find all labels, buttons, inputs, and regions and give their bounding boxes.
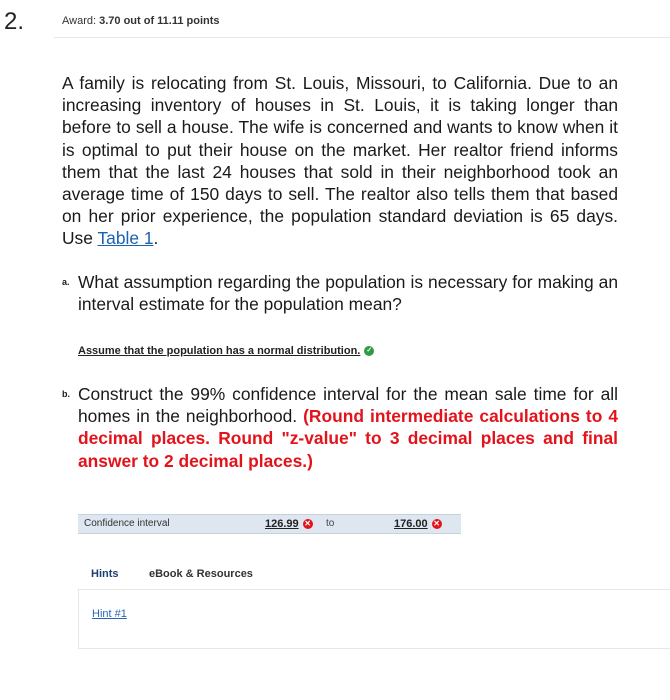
tab-panel-border [78,589,79,649]
question-number: 2. [4,8,25,35]
ci-upper-text: 176.00 [394,518,428,530]
x-icon: ✕ [433,519,440,529]
header-divider [54,37,670,38]
award-line [62,15,220,27]
part-b [62,383,618,472]
ci-to: to [326,518,335,529]
award-prefix: Award: [62,15,97,27]
ci-upper-value[interactable] [394,518,442,530]
intro-end: . [153,228,159,249]
part-b-question [78,383,618,472]
part-a [62,271,618,315]
award-value: 3.70 out of 11.11 points [99,15,220,27]
hint-1-link[interactable]: Hint #1 [92,608,127,620]
question-intro [62,72,618,250]
part-a-question: What assumption regarding the population is necessary for making an interval estimate for the population mean? [78,272,618,315]
x-icon: ✕ [304,519,311,529]
table-1-link[interactable]: Table 1 [97,228,154,249]
part-a-answer [78,345,374,357]
ci-label: Confidence interval [84,518,170,529]
part-a-answer-text: Assume that the population has a normal distribution. [78,345,361,357]
ci-lower-text: 126.99 [265,518,299,530]
ci-lower-value[interactable] [265,518,313,530]
part-b-text: Construct the 99% confidence interval for the mean sale time for all homes in the neighborhood. [78,384,618,427]
tab-hints[interactable]: Hints [91,568,119,580]
tab-ebook-resources[interactable]: eBook & Resources [149,568,253,580]
confidence-interval-row [78,514,461,534]
intro-text: A family is relocating from St. Louis, Missouri, to California. Due to an increasing inventory of houses in St. Louis, it is taking longer than before to sell a house. The wife is concerned and wants to know when it is optimal to put their house on the market. Her realtor friend informs them that the last 24 houses that sold in their neighborhood took an average time of 150 days to sell. The realtor also tells them that based on her prior experience, the population standard deviation is 65 days. Use [62,73,618,249]
bottom-divider [78,648,670,649]
resource-tabs [78,559,670,590]
part-a-label: a. [62,277,70,287]
rounding-instruction: (Round intermediate calculations to 4 decimal places. Round "z-value" to 3 decimal places and final answer to 2 decimal places.) [78,406,618,471]
check-icon: ✓ [364,346,374,356]
part-b-label: b. [62,389,70,399]
